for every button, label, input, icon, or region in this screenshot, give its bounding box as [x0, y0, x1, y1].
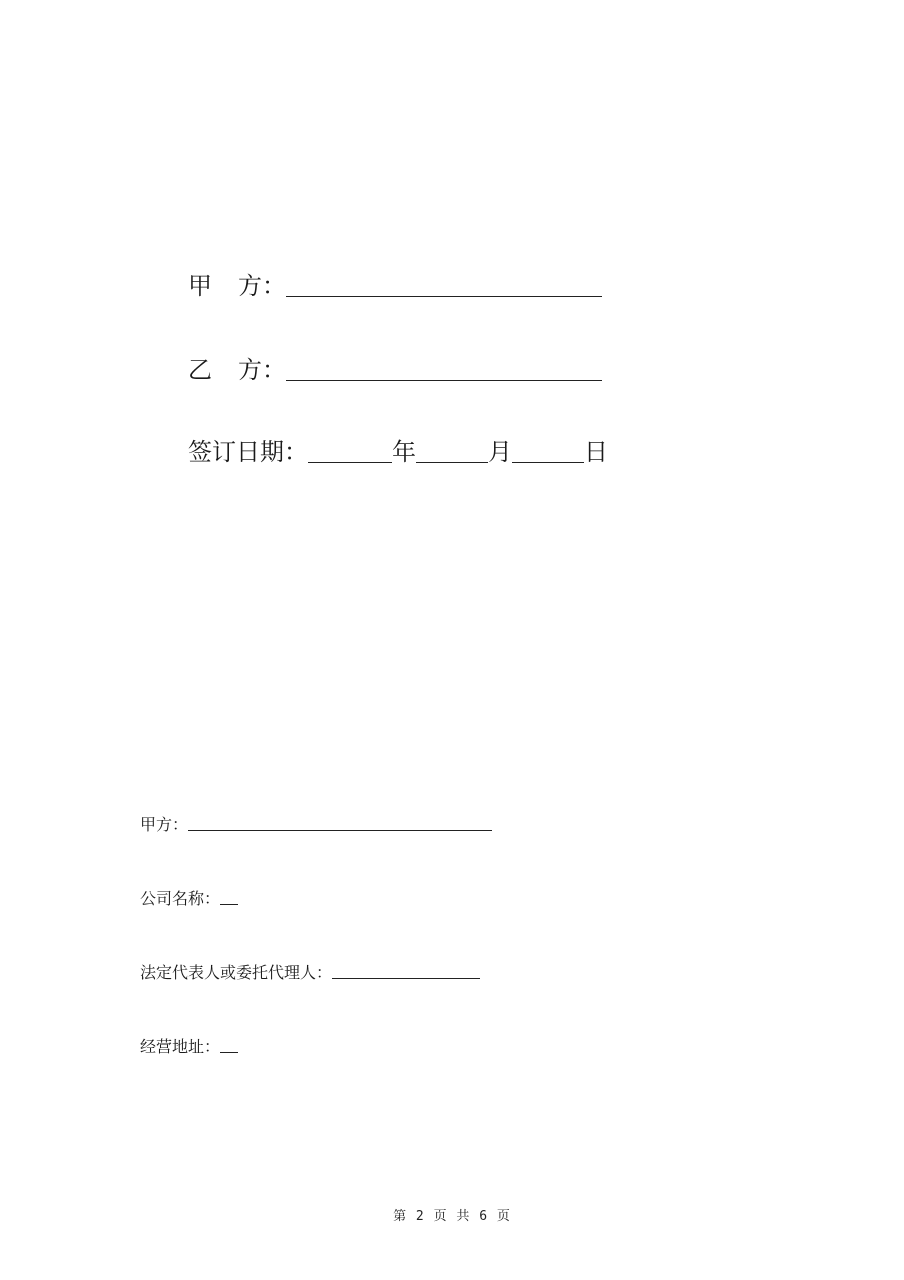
sign-date-day-blank[interactable]: [512, 461, 584, 463]
legal-rep-line: [140, 960, 480, 983]
party-b-char1: 乙: [188, 356, 212, 384]
party-b-colon: ：: [262, 356, 286, 384]
sign-date-month-blank[interactable]: [416, 461, 488, 463]
detail-party-a-blank[interactable]: [188, 829, 492, 831]
sign-date-year-blank[interactable]: [308, 461, 392, 463]
company-name-blank[interactable]: [220, 903, 238, 905]
sign-date-year: 年: [392, 438, 416, 466]
party-b-char2: 方: [238, 356, 262, 384]
party-a-blank[interactable]: [286, 295, 602, 297]
party-b-line: [188, 350, 602, 385]
business-address-label: 经营地址：: [140, 1037, 221, 1056]
party-a-line: [188, 266, 602, 301]
sign-date-day: 日: [584, 438, 608, 466]
page-number: 第 2 页 共 6 页: [393, 1209, 511, 1224]
legal-rep-blank[interactable]: [332, 977, 480, 979]
sign-date-label: 签订日期：: [188, 438, 308, 466]
business-address-line: [140, 1034, 238, 1057]
company-name-line: [140, 886, 238, 909]
detail-party-a-label: 甲方：: [140, 815, 189, 834]
sign-date-line: [188, 432, 608, 467]
legal-rep-label: 法定代表人或委托代理人：: [140, 963, 333, 982]
party-a-colon: ：: [262, 272, 286, 300]
company-name-label: 公司名称：: [140, 889, 221, 908]
party-b-blank[interactable]: [286, 379, 602, 381]
detail-party-a-line: [140, 812, 492, 835]
business-address-blank[interactable]: [220, 1051, 238, 1053]
party-a-char1: 甲: [188, 272, 212, 300]
party-a-char2: 方: [238, 272, 262, 300]
sign-date-month: 月: [488, 438, 512, 466]
